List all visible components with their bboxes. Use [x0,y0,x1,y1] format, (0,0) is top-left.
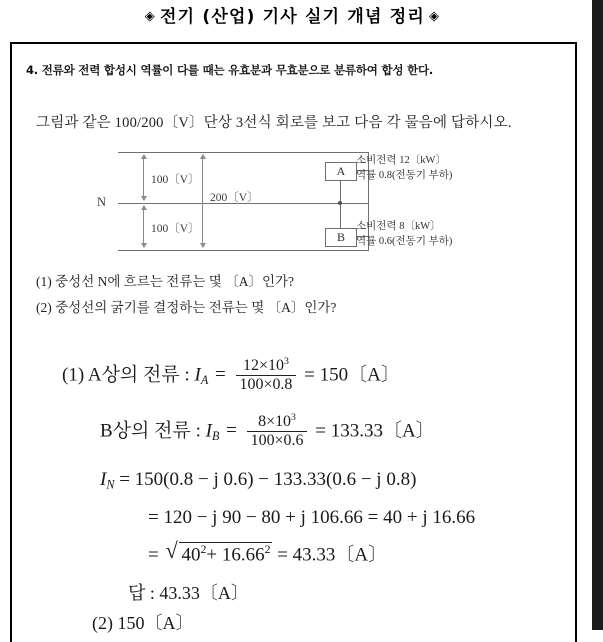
fraction-ia-denominator: 100×0.8 [239,376,293,394]
page-title [0,2,585,27]
fraction-ia-numerator: $12\times 10^3$ [236,357,297,376]
diamond-right-icon: ◈ [429,9,441,24]
solution-line-ia [62,358,400,394]
load-b-power: 소비전력 8〔kW〕 [356,221,441,232]
fraction-ia [236,357,297,393]
dimension-label-upper-100v: 100〔V〕 [151,174,200,186]
circuit-diagram [97,144,453,262]
conductor-line-top [118,152,368,153]
load-b-pf: 역률 0.6(전동기 부하) [356,235,453,247]
load-b-note [356,220,452,250]
symbol-ia-sub: A [200,372,209,387]
solution-line-in-magnitude [148,538,388,566]
symbol-in-sub: N [106,477,115,492]
answer-line-1: 답 : 43.33〔A〕 [128,583,249,603]
conductor-line-bottom [118,250,368,251]
symbol-ib-sub: B [211,428,220,443]
load-a-pf: 역률 0.8(전동기 부하) [356,169,453,181]
dimension-arrow-upper-100v [143,155,144,200]
dimension-label-lower-100v: 100〔V〕 [151,223,200,235]
load-a-power: 소비전력 12〔kW〕 [356,155,446,166]
solution-line-ib [100,414,435,450]
solution-line-in-simplified: = 120 − j 90 − 80 + j 106.66 = 40 + j 16.66 [148,507,476,528]
page-edge-strip [592,0,603,630]
dimension-arrow-200v [202,155,203,247]
solution-line-ib-prefix: B상의 전류 : [100,420,201,442]
radical-body: $40^2+ 16.66^2$ [181,543,271,566]
solution-line-in-body: = 150(0.8 − j 0.6) − 133.33(0.6 − j 0.8) [119,469,417,490]
dimension-label-200v: 200〔V〕 [210,192,259,204]
magnitude-result: = 43.33〔A〕 [277,544,388,566]
neutral-terminal-label: N [97,195,107,209]
answer-line-2: (2) 150〔A〕 [92,613,194,633]
equals-ib: = [226,420,237,442]
fraction-ib [247,413,308,449]
diamond-left-icon: ◈ [144,9,156,24]
symbol-in: I [100,469,107,490]
fraction-ib-numerator: $8\times 10^3$ [247,413,308,432]
section-heading: 4. 전류와 전력 합성시 역률이 다를 때는 유효분과 무효분으로 분류하여 합성 한다. [26,63,434,77]
radical-sign-icon: √ [165,538,178,563]
load-a-note [356,154,452,184]
symbol-ib: I [205,420,212,442]
equals-magnitude: = [148,544,159,566]
equals-ia: = [215,364,226,386]
solution-line-ib-result: = 133.33〔A〕 [315,420,435,442]
sub-question-2: (2) 중성선의 굵기를 결정하는 전류는 몇 〔A〕인가? [36,300,337,315]
solution-line-ia-prefix: (1) A상의 전류 : [62,364,190,386]
solution-line-ia-result: = 150〔A〕 [304,364,400,386]
sub-question-1: (1) 중성선 N에 흐르는 전류는 몇 〔A〕인가? [36,274,295,289]
load-box-b: B [325,228,357,247]
dimension-arrow-lower-100v [143,206,144,247]
problem-prompt: 그림과 같은 100/200〔V〕단상 3선식 회로를 보고 다음 각 물음에 답하시오. [36,115,512,131]
page-title-text: 전기 (산업) 기사 실기 개념 정리 [160,7,425,27]
radical-expression [165,538,272,566]
junction-node-dot [338,201,342,205]
solution-line-in-expansion [100,470,416,491]
fraction-ib-denominator: 100×0.6 [250,432,304,450]
load-box-a: A [325,162,357,181]
symbol-ia: I [194,364,201,386]
